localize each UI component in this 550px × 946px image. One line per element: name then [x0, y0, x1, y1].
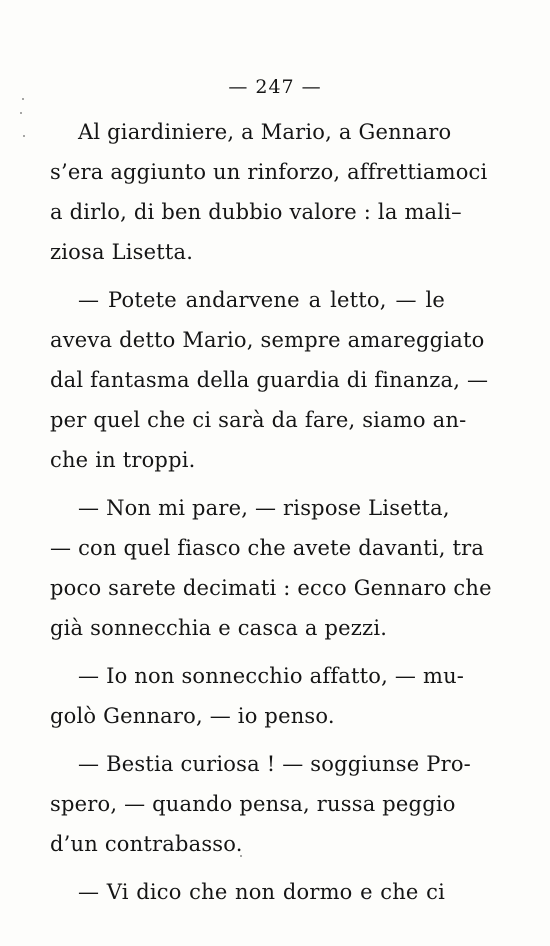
paragraph	[50, 744, 471, 864]
paper-speck	[23, 135, 25, 137]
paragraph	[50, 280, 489, 480]
text-line: spero, — quando pensa, russa peggio	[50, 792, 456, 816]
paper-speck	[22, 98, 24, 100]
text-line: — Potete andarvene a letto, — le	[78, 288, 445, 312]
text-line: d’un contrabasso.	[50, 832, 243, 856]
text-line: s’era aggiunto un rinforzo, affrettiamoci	[50, 160, 488, 184]
text-line: — Bestia curiosa ! — soggiunse Pro-	[78, 752, 471, 776]
body-text	[50, 112, 492, 912]
paragraph	[50, 112, 488, 272]
text-line: che in troppi.	[50, 448, 196, 472]
text-line: per quel che ci sarà da fare, siamo an-	[50, 408, 467, 432]
text-line: dal fantasma della guardia di finanza, —	[50, 368, 489, 392]
paragraph	[50, 656, 465, 736]
paper-speck	[20, 112, 22, 114]
text-line: ziosa Lisetta.	[50, 240, 194, 264]
paragraph	[50, 872, 445, 912]
page-number: — 247 —	[228, 76, 322, 98]
text-line: — con quel fiasco che avete davanti, tra	[50, 536, 485, 560]
text-line: — Vi dico che non dormo e che ci	[78, 880, 445, 904]
text-line: a dirlo, di ben dubbio valore : la mali–	[50, 200, 462, 224]
text-line: già sonnecchia e casca a pezzi.	[50, 616, 388, 640]
text-line: — Io non sonnecchio affatto, — mu-	[78, 664, 465, 688]
paragraph	[50, 488, 492, 648]
text-line: Al giardiniere, a Mario, a Gennaro	[78, 120, 452, 144]
text-line: aveva detto Mario, sempre amareggiato	[50, 328, 485, 352]
text-line: poco sarete decimati : ecco Gennaro che	[50, 576, 492, 600]
text-line: — Non mi pare, — rispose Lisetta,	[78, 496, 450, 520]
text-line: golò Gennaro, — io penso.	[50, 704, 335, 728]
